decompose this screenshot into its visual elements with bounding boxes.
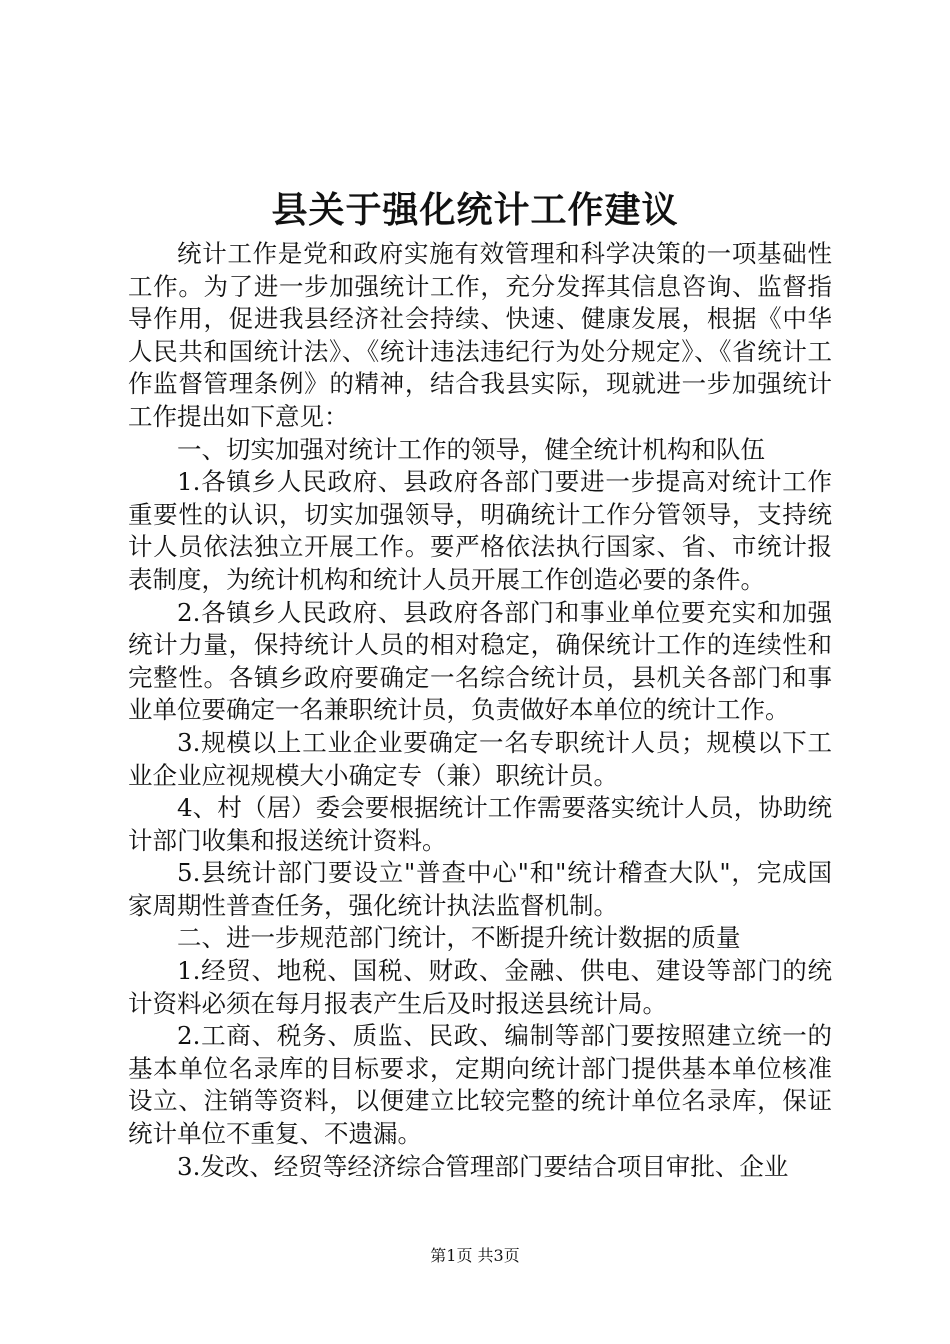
list-item: 2.工商、税务、质监、民政、编制等部门要按照建立统一的基本单位名录库的目标要求，定期向统计部门提供基本单位核准设立、注销等资料，以便建立比较完整的统计单位名录库，保证统计单位不重复、不遗漏。 — [128, 1021, 832, 1149]
document-title: 县关于强化统计工作建议 — [271, 189, 679, 231]
intro-paragraph: 统计工作是党和政府实施有效管理和科学决策的一项基础性工作。为了进一步加强统计工作，充分发挥其信息咨询、监督指导作用，促进我县经济社会持续、快速、健康发展，根据《中华人民共和国统计法》、《统计违法违纪行为处分规定》、《省统计工作监督管理条例》的精神，结合我县实际，现就进一步加强统计工作提出如下意见： — [128, 239, 832, 431]
list-item: 3.规模以上工业企业要确定一名专职统计人员；规模以下工业企业应视规模大小确定专（兼）职统计员。 — [128, 727, 832, 790]
list-item: 2.各镇乡人民政府、县政府各部门和事业单位要充实和加强统计力量，保持统计人员的相对稳定，确保统计工作的连续性和完整性。各镇乡政府要确定一名综合统计员，县机关各部门和事业单位要确定一名兼职统计员，负责做好本单位的统计工作。 — [128, 597, 832, 725]
section-heading-2: 二、进一步规范部门统计，不断提升统计数据的质量 — [177, 923, 741, 953]
list-item: 1.经贸、地税、国税、财政、金融、供电、建设等部门的统计资料必须在每月报表产生后及时报送县统计局。 — [128, 956, 832, 1018]
section-heading-1: 一、切实加强对统计工作的领导，健全统计机构和队伍 — [177, 434, 765, 464]
list-item: 5.县统计部门要设立"普查中心"和"统计稽查大队"，完成国家周期性普查任务，强化统计执法监督机制。 — [128, 858, 832, 920]
list-item: 1.各镇乡人民政府、县政府各部门要进一步提高对统计工作重要性的认识，切实加强领导，明确统计工作分管领导，支持统计人员依法独立开展工作。要严格依法执行国家、省、市统计报表制度，为统计机构和统计人员开展工作创造必要的条件。 — [128, 467, 832, 594]
list-item: 3.发改、经贸等经济综合管理部门要结合项目审批、企业 — [177, 1151, 789, 1181]
document-body — [128, 238, 832, 1183]
page-footer: 第1页 共3页 — [430, 1246, 520, 1265]
list-item: 4、村（居）委会要根据统计工作需要落实统计人员，协助统计部门收集和报送统计资料。 — [128, 793, 832, 855]
